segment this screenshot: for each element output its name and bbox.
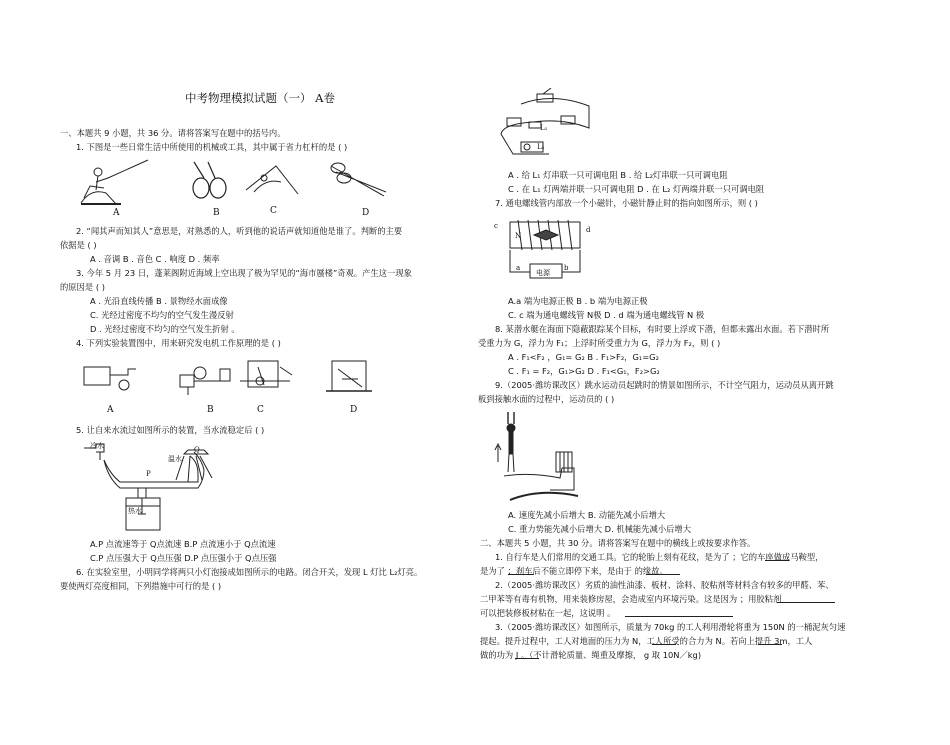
q7-power-source-label: 电源 xyxy=(536,269,550,277)
q5-hot-water-label: 热水 xyxy=(128,507,142,515)
fill-3-blank-2[interactable] xyxy=(758,644,782,646)
fill-3-line2: 提起。提升过程中，工人对地面的压力为 N，工人所受的合力为 N。若向上提升 3m，工人 xyxy=(480,636,813,646)
q7-needle-n: N xyxy=(515,232,522,240)
q4-figure xyxy=(80,355,380,403)
q1-label-d: D xyxy=(362,208,370,218)
q7-solenoid-figure xyxy=(500,214,600,286)
fill-2-line1: 2.（2005·潍坊课改区）劣质的油性油漆、板材、涂料、胶粘剂等材料含有较多的甲醛、苯、 xyxy=(495,580,834,590)
q7-terminal-b: b xyxy=(564,264,569,272)
question-4: 4. 下列实验装置图中，用来研究发电机工作原理的是 ( ) xyxy=(76,338,281,348)
fill-2-blank-2[interactable] xyxy=(625,616,733,618)
question-3-option-d: D . 光经过密度不均匀的空气发生折射 。 xyxy=(90,324,240,334)
question-3-line1: 3. 今年 5 月 23 日，蓬莱阁附近海域上空出现了极为罕见的“海市蜃楼”奇观。产生这一现象 xyxy=(76,268,412,278)
fill-3-blank-1[interactable] xyxy=(652,644,676,646)
question-7-option-cd: C. c 端为通电螺线管 N极 D . d 端为通电螺线管 N 极 xyxy=(508,310,705,320)
q5-point-q: Q xyxy=(194,446,200,454)
fill-3-blank-3[interactable] xyxy=(515,658,539,660)
question-8-line1: 8. 某潜水艇在海面下隐蔽跟踪某个目标，有时要上浮或下潜，但都未露出水面。若下潜时所 xyxy=(495,324,830,334)
q6-lamp-l2-label: L₂ xyxy=(537,143,545,151)
question-8-line2: 受重力为 G，浮力为 F₁；上浮时所受重力为 G，浮力为 F₂，则 ( ) xyxy=(478,338,721,348)
q1-label-b: B xyxy=(213,208,220,218)
fill-2-line3: 可以把装修板材粘在一起，这说明 。 xyxy=(480,608,616,618)
q7-end-c: c xyxy=(494,222,498,230)
question-6-option-ab: A . 给 L₁ 灯串联一只可调电阻 B . 给 L₂灯串联一只可调电阻 xyxy=(508,170,728,180)
q1-label-c: C xyxy=(270,206,277,216)
question-1: 1. 下图是一些日常生活中所使用的机械或工具，其中属于省力杠杆的是 ( ) xyxy=(76,142,348,152)
question-6-line2: 要使两灯亮度相同，下列措施中可行的是 ( ) xyxy=(60,581,222,591)
q5-figure xyxy=(80,440,240,535)
q9-diver-figure xyxy=(490,410,590,502)
question-6-option-cd: C . 在 L₁ 灯两端并联一只可调电阻 D . 在 L₂ 灯两端并联一只可调电阻 xyxy=(508,184,765,194)
question-5-option-cd: C.P 点压强大于 Q点压强 D.P 点压强小于 Q点压强 xyxy=(90,553,277,563)
q4-label-d: D xyxy=(350,405,358,415)
q7-end-d: d xyxy=(586,226,591,234)
question-3-line2: 的原因是 ( ) xyxy=(60,282,105,292)
question-9-line2: 板到接触水面的过程中，运动员的 ( ) xyxy=(478,394,615,404)
q4-label-a: A xyxy=(107,405,114,415)
question-7-option-ab: A.a 端为电源正极 B . b 端为电源正极 xyxy=(508,296,648,306)
q7-terminal-a: a xyxy=(516,264,521,272)
question-8-option-cd: C . F₁ = F₂，G₁>G₂ D . F₁<G₁，F₂>G₂ xyxy=(508,366,660,376)
section-2-header: 二、本题共 5 小题，共 30 分。请将答案写在题中的横线上或按要求作答。 xyxy=(480,538,756,548)
fill-1-blank-1[interactable] xyxy=(765,560,789,562)
question-7: 7. 通电螺线管内部放一个小磁针，小磁针静止时的指向如图所示，则 ( ) xyxy=(495,198,758,208)
q1-figure xyxy=(76,158,396,208)
fill-3-line3: 做的功为 J 。（不计滑轮质量、绳重及摩擦， g 取 10N／kg) xyxy=(480,650,702,660)
page-title: 中考物理模拟试题（一） A卷 xyxy=(185,91,335,105)
fill-1-blank-3[interactable] xyxy=(646,574,680,576)
question-9-option-ab: A. 速度先减小后增大 B. 动能先减小后增大 xyxy=(508,510,666,520)
section-1-header: 一、本题共 9 小题，共 36 分。请将答案写在题中的括号内。 xyxy=(60,128,286,138)
q6-lamp-l1-label: L₁ xyxy=(540,124,548,132)
fill-1-line2: 是为了 ；刹车后不能立即停下来，是由于 的缘故。 xyxy=(480,566,668,576)
fill-1-line1: 1. 自行车是人们常用的交通工具。它的轮胎上刻有花纹，是为了 ；它的车座做成马鞍型， xyxy=(495,552,824,562)
question-3-option-ab: A . 光沿直线传播 B . 景物经水面成像 xyxy=(90,296,228,306)
q5-point-p: P xyxy=(146,470,151,478)
q5-warm-water-label: 温水 xyxy=(168,455,182,463)
fill-3-line1: 3.（2005·潍坊课改区）如图所示，质量为 70kg 的工人利用滑轮将重为 150N 的一桶泥灰匀速 xyxy=(495,622,846,632)
question-3-option-c: C. 光经过密度不均匀的空气发生漫反射 xyxy=(90,310,234,320)
fill-1-blank-2[interactable] xyxy=(508,574,534,576)
fill-2-blank-1[interactable] xyxy=(777,602,835,604)
q4-label-c: C xyxy=(257,405,264,415)
question-6-line1: 6. 在实验室里，小明同学将两只小灯泡接成如图所示的电路。闭合开关，发现 L 灯比 L₂灯亮。 xyxy=(76,567,423,577)
question-5: 5. 让自来水流过如图所示的装置，当水流稳定后 ( ) xyxy=(76,425,265,435)
question-8-option-ab: A . F₁<F₂ ，G₁= G₂ B . F₁>F₂，G₁=G₂ xyxy=(508,352,659,362)
q5-cold-water-label: 冷水 xyxy=(90,442,104,450)
q4-label-b: B xyxy=(207,405,214,415)
question-5-option-ab: A.P 点流速等于 Q点流速 B.P 点流速小于 Q点流速 xyxy=(90,539,276,549)
question-2-options: A . 音调 B . 音色 C . 响度 D . 频率 xyxy=(90,254,220,264)
question-9-line1: 9.（2005·潍坊课改区）跳水运动员起跳时的情景如图所示，不计空气阻力，运动员从离开跳 xyxy=(495,380,834,390)
q6-circuit-figure xyxy=(493,88,603,160)
question-9-option-cd: C. 重力势能先减小后增大 D. 机械能先减小后增大 xyxy=(508,524,692,534)
question-2-line2: 依据是 ( ) xyxy=(60,240,97,250)
question-2-line1: 2. “闻其声而知其人”意思是，对熟悉的人，听到他的说话声就知道他是谁了。判断的主要 xyxy=(76,226,403,236)
fill-2-line2: 二甲苯等有毒有机物，用来装修房屋，会造成室内环境污染。这是因为 ；用胶粘剂 xyxy=(480,594,782,604)
q1-label-a: A xyxy=(113,208,120,218)
